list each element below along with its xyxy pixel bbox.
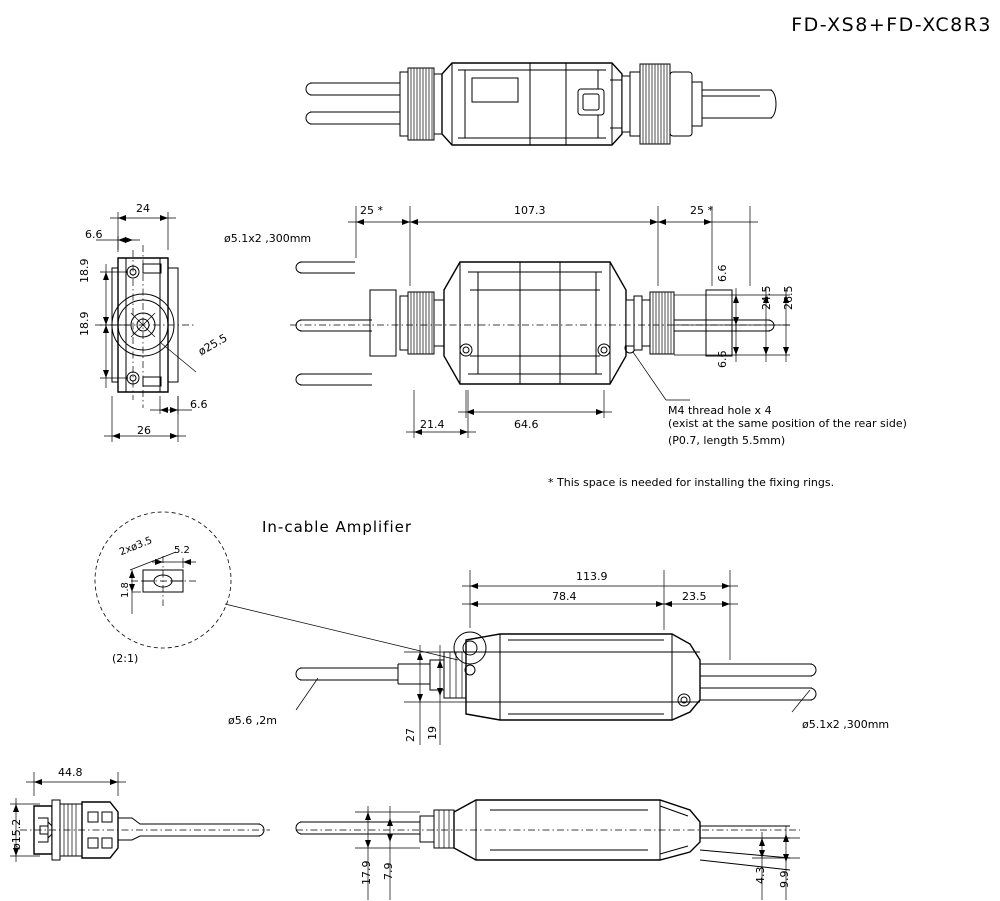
section-label-amplifier: In-cable Amplifier (262, 518, 413, 536)
top-plan-view (306, 63, 776, 145)
dim-front-width-bottom: 26 (137, 424, 151, 437)
callout-m4-line2: (exist at the same position of the rear side) (668, 417, 907, 430)
dim-front-bore: ø25.5 (196, 331, 230, 359)
dim-side-left-space: 25 * (360, 204, 383, 217)
dim-detail-height: 1.8 (120, 582, 131, 598)
dim-front-width-top: 24 (136, 202, 150, 215)
dim-amp-total: 113.9 (576, 570, 608, 583)
dim-front-pitch-bottom: 6.6 (190, 398, 208, 411)
dim-front-v1: 18.9 (78, 258, 91, 283)
bottom-left-connector (10, 772, 270, 862)
dim-bottom-h179: 17.9 (360, 860, 373, 885)
callout-m4-line1: M4 thread hole x 4 (668, 404, 772, 417)
dim-bottom-h99: 9.9 (778, 870, 791, 888)
dim-side-right-space: 25 * (690, 204, 713, 217)
sheet-title: FD-XS8+FD-XC8R3 (791, 14, 992, 36)
dim-side-center-length: 64.6 (514, 418, 539, 431)
dim-front-pitch-top: 6.6 (85, 228, 103, 241)
front-view (95, 212, 196, 442)
callout-m4-line3: (P0.7, length 5.5mm) (668, 434, 786, 447)
dim-bottom-length: 44.8 (58, 766, 83, 779)
dim-side-66-bot: 6.6 (716, 350, 729, 368)
bottom-right-amplifier (296, 800, 800, 900)
dim-amp-tail: 23.5 (682, 590, 707, 603)
note-amp-cable-left: ø5.6 ,2m (228, 714, 277, 727)
scale-note: (2:1) (112, 652, 139, 665)
dim-side-front-offset: 21.4 (420, 418, 445, 431)
dim-side-body-length: 107.3 (514, 204, 546, 217)
dim-bottom-h43: 4.3 (754, 866, 767, 884)
note-amp-cable-right: ø5.1x2 ,300mm (802, 718, 890, 731)
dim-front-v2: 18.9 (78, 311, 91, 336)
dim-amp-body: 78.4 (552, 590, 577, 603)
dim-amp-h27: 27 (404, 728, 417, 742)
dim-side-245: 24.5 (760, 285, 773, 310)
dim-detail-width: 5.2 (174, 545, 190, 556)
dim-amp-h19: 19 (426, 726, 439, 740)
dim-side-265: 26.5 (782, 285, 795, 310)
note-top-cable: ø5.1x2 ,300mm (224, 232, 312, 245)
dim-bottom-h79: 7.9 (382, 862, 395, 880)
footnote-fixing-rings: * This space is needed for installing the fixing rings. (548, 476, 835, 489)
dim-bottom-dia: ø15.2 (10, 818, 23, 850)
dim-detail-holes: 2xø3.5 (118, 535, 154, 559)
dim-side-66-top: 6.6 (716, 264, 729, 282)
